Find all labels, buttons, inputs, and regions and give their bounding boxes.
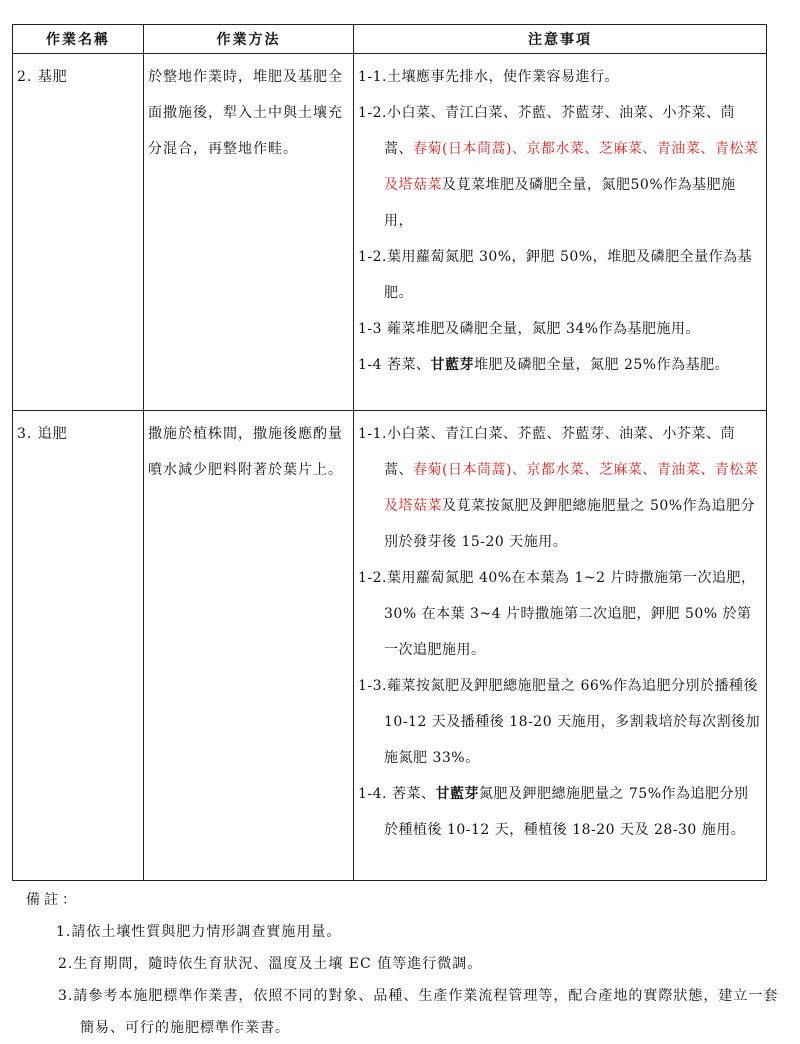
- table-row-top-dressing: [13, 411, 767, 881]
- notes-list: [354, 411, 766, 854]
- header-operation-name: 作業名稱: [13, 25, 144, 54]
- note-text: 1-2.葉用蘿蔔氮肥 30%，鉀肥 50%，堆肥及磷肥全量作為基肥。: [358, 249, 753, 301]
- operation-name: 2. 基肥: [17, 69, 68, 85]
- note-item: [356, 560, 764, 668]
- note-item: [356, 239, 764, 311]
- note-item: [356, 347, 764, 383]
- remark-item: 2.生育期間，隨時依生育狀況、溫度及土壤 EC 值等進行微調。: [58, 956, 483, 972]
- operation-name: 3. 追肥: [17, 426, 68, 442]
- note-text: 1-3.蕹菜按氮肥及鉀肥總施肥量之 66%作為追肥分別於播種後 10-12 天及播種後 18-20 天施用，多割栽培於每次割後加施氮肥 33%。: [358, 678, 761, 766]
- operation-method: 撒施於植株間，撒施後應酌量噴水減少肥料附著於葉片上。: [148, 426, 343, 478]
- highlighted-crop-names: 春菊(日本茼蒿)、京都水菜、芝麻菜、青油菜、青松菜及塔菇菜: [384, 141, 759, 193]
- remark-item: 1.請依土壤性質與肥力情形調查實施用量。: [56, 924, 342, 940]
- row-notes-cell: [354, 411, 767, 881]
- note-text: 氮肥及鉀肥總施肥量之 75%作為追肥分別於種植後 10-12 天，種植後 18-20 天及 28-30 施用。: [384, 786, 749, 838]
- note-text: 1-4. 莕菜、: [358, 786, 436, 802]
- note-text: 1-1.土壤應事先排水，使作業容易進行。: [358, 69, 619, 85]
- note-item: [356, 59, 764, 95]
- row-name-cell: [13, 54, 144, 411]
- note-item: [356, 416, 764, 560]
- header-operation-method: 作業方法: [144, 25, 354, 54]
- note-text: 1-4 莕菜、: [358, 357, 431, 373]
- note-text: 1-2.葉用蘿蔔氮肥 40%在本葉為 1~2 片時撒施第一次追肥，30% 在本葉 3~4 片時撒施第二次追肥，鉀肥 50% 於第一次追肥施用。: [358, 570, 756, 658]
- note-text: 1-1.小白菜、青江白菜、芥藍、芥藍芽、油菜、小芥菜、茼蒿、: [358, 426, 735, 478]
- row-name-cell: [13, 411, 144, 881]
- note-item: [356, 95, 764, 239]
- row-method-cell: [144, 54, 354, 411]
- note-item: [356, 311, 764, 347]
- remarks-heading: 備註：: [26, 892, 80, 908]
- table-row-base-fertilizer: [13, 54, 767, 411]
- note-item: [356, 776, 764, 848]
- note-text: 及莧菜按氮肥及鉀肥總施肥量之 50%作為追肥分別於發芽後 15-20 天施用。: [384, 498, 756, 550]
- fertilizer-operation-table: [12, 24, 767, 881]
- operation-method: 於整地作業時，堆肥及基肥全面撒施後，犁入土中與土壤充分混合，再整地作畦。: [148, 69, 343, 157]
- bold-crop-name: 甘藍芽: [435, 786, 479, 802]
- note-text: 堆肥及磷肥全量，氮肥 25%作為基肥。: [474, 357, 730, 373]
- notes-list: [354, 54, 766, 389]
- header-notes: 注意事項: [354, 25, 767, 54]
- remarks-section: [22, 884, 782, 1044]
- remark-item: 3.請參考本施肥標準作業書，依照不同的對象、品種、生產作業流程管理等，配合產地的實際狀態，建立一套簡易、可行的施肥標準作業書。: [58, 988, 779, 1036]
- note-text: 及莧菜堆肥及磷肥全量，氮肥50%作為基肥施用，: [384, 177, 736, 229]
- bold-crop-name: 甘藍芽: [430, 357, 474, 373]
- note-text: 1-3 蕹菜堆肥及磷肥全量，氮肥 34%作為基肥施用。: [358, 321, 701, 337]
- row-notes-cell: [354, 54, 767, 411]
- note-text: 1-2.小白菜、青江白菜、芥藍、芥藍芽、油菜、小芥菜、茼蒿、: [358, 105, 735, 157]
- note-item: [356, 668, 764, 776]
- row-method-cell: [144, 411, 354, 881]
- highlighted-crop-names: 春菊(日本茼蒿)、京都水菜、芝麻菜、青油菜、青松菜及塔菇菜: [384, 462, 759, 514]
- table-header-row: [13, 25, 767, 54]
